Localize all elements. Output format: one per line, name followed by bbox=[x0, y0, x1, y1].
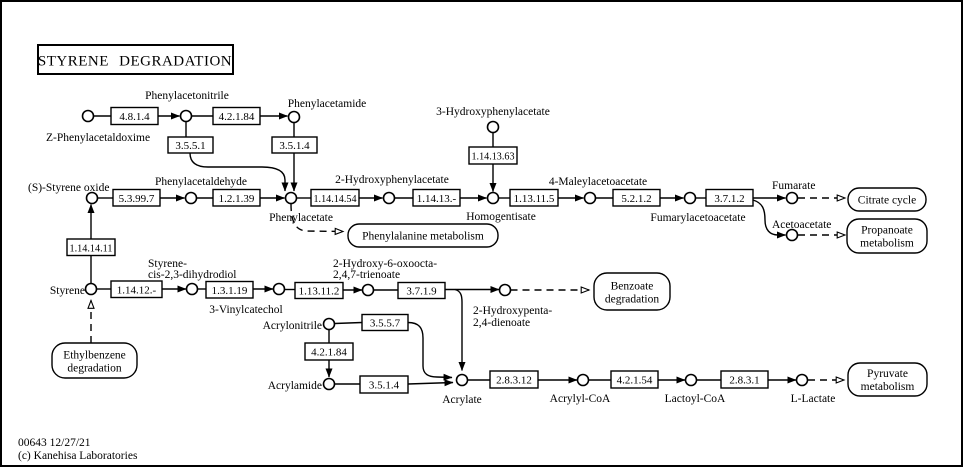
copyright-notice: (c) Kanehisa Laboratories bbox=[18, 450, 138, 462]
pathway-link-pyruvate-metabolism[interactable] bbox=[848, 363, 927, 396]
edge-acrylonitrile-3557 bbox=[335, 323, 363, 324]
enzyme-1.3.1.19[interactable] bbox=[206, 282, 253, 299]
enzyme-label: 3.5.5.7 bbox=[369, 317, 401, 330]
enzyme-label: 5.2.1.2 bbox=[621, 192, 652, 205]
label-acrylamide: Acrylamide bbox=[267, 380, 322, 392]
enzyme-label: 4.8.1.4 bbox=[119, 111, 150, 123]
node-z-phenylacetaldoxime[interactable] bbox=[83, 111, 94, 122]
edge-3719-acrylate bbox=[455, 290, 462, 371]
enzyme-5.3.99.7[interactable] bbox=[113, 190, 160, 207]
label-lactoyl-coa: Lactoyl-CoA bbox=[664, 393, 726, 405]
enzyme-label: 1.13.11.5 bbox=[513, 192, 555, 205]
enzyme-label: 1.3.1.19 bbox=[211, 284, 248, 297]
pathway-label: Citrate cycle bbox=[857, 194, 917, 207]
pathway-link-benzoate-degradation[interactable] bbox=[594, 273, 670, 310]
label-z-phenylacetaldoxime: Z-Phenylacetaldoxime bbox=[46, 132, 151, 144]
enzyme-label: 1.14.13.- bbox=[416, 192, 457, 205]
node-s-styrene-oxide[interactable] bbox=[87, 193, 98, 204]
pathway-label-line2: degradation bbox=[604, 293, 660, 306]
label-phenylacetamide: Phenylacetamide bbox=[287, 98, 367, 110]
node-acrylyl-coa[interactable] bbox=[578, 375, 589, 386]
enzyme-4.8.1.4[interactable] bbox=[111, 108, 158, 125]
node-3-vinylcatechol[interactable] bbox=[274, 284, 285, 295]
label-4-maleylacetoacetate: 4-Maleylacetoacetate bbox=[548, 176, 648, 188]
node-phenylacetamide[interactable] bbox=[289, 112, 300, 123]
map-title-label: STYRENE DEGRADATION bbox=[37, 53, 233, 70]
enzyme-label: 3.7.1.9 bbox=[406, 285, 437, 298]
node-3-hydroxyphenylacetate[interactable] bbox=[488, 122, 499, 133]
enzyme-1.14.13.-[interactable] bbox=[413, 190, 460, 207]
enzyme-label: 1.14.13.63 bbox=[471, 150, 515, 163]
label-fumarylacetoacetate: Fumarylacetoacetate bbox=[650, 212, 746, 224]
label-l-lactate: L-Lactate bbox=[790, 393, 836, 405]
pathway-label-line1: Pyruvate bbox=[867, 368, 908, 380]
label-phenylacetate: Phenylacetate bbox=[269, 212, 333, 224]
node-4-maleylacetoacetate[interactable] bbox=[585, 193, 596, 204]
enzyme-label: 2.8.3.1 bbox=[729, 374, 760, 387]
pathway-link-ethylbenzene-degradation[interactable] bbox=[52, 343, 137, 378]
enzyme-label: 1.14.14.11 bbox=[69, 242, 113, 255]
enzyme-5.2.1.2[interactable] bbox=[613, 190, 660, 207]
reaction-edges bbox=[91, 116, 845, 384]
label-acrylyl-coa: Acrylyl-CoA bbox=[549, 393, 611, 405]
label-3-hydroxyphenylacetate: 3-Hydroxyphenylacetate bbox=[436, 106, 550, 118]
node-styrene-cis-dihydrodiol[interactable] bbox=[187, 284, 198, 295]
enzyme-1.13.11.5[interactable] bbox=[510, 190, 558, 207]
pathway-link-phenylalanine-metabolism[interactable] bbox=[348, 224, 498, 247]
label-phenylacetaldehyde: Phenylacetaldehyde bbox=[155, 176, 247, 188]
label-acetoacetate: Acetoacetate bbox=[772, 219, 832, 231]
node-2-hydroxypenta-dienoate[interactable] bbox=[500, 285, 511, 296]
node-l-lactate[interactable] bbox=[797, 375, 808, 386]
node-2-hydroxy-6-oxoocta-trienoate[interactable] bbox=[363, 285, 374, 296]
pathway-label-line1: Benzoate bbox=[610, 280, 654, 293]
enzyme-label: 1.13.11.2 bbox=[298, 285, 340, 298]
enzyme-label: 3.5.1.4 bbox=[279, 140, 310, 152]
map-footer bbox=[18, 437, 138, 462]
label-2-hydroxyphenylacetate: 2-Hydroxyphenylacetate bbox=[335, 174, 449, 186]
node-fumarate[interactable] bbox=[787, 193, 798, 204]
node-styrene[interactable] bbox=[86, 284, 97, 295]
enzyme-1.14.14.54[interactable] bbox=[311, 190, 359, 207]
enzyme-1.13.11.2[interactable] bbox=[295, 283, 343, 299]
enzyme-label: 1.14.14.54 bbox=[313, 192, 357, 205]
enzyme-label: 2.8.3.12 bbox=[496, 374, 532, 387]
enzyme-4.2.1.84-bottom[interactable] bbox=[305, 343, 353, 360]
label-s-styrene-oxide: (S)-Styrene oxide bbox=[28, 182, 110, 194]
enzyme-3.7.1.2[interactable] bbox=[706, 190, 753, 207]
node-homogentisate[interactable] bbox=[488, 193, 499, 204]
label-styrene: Styrene bbox=[49, 285, 85, 297]
enzyme-label: 1.14.12.- bbox=[116, 284, 157, 297]
pathway-label-line2: metabolism bbox=[860, 237, 914, 250]
map-title bbox=[38, 45, 233, 74]
compound-labels bbox=[28, 90, 835, 406]
enzyme-label: 4.2.1.54 bbox=[616, 374, 653, 387]
enzyme-label: 3.5.1.4 bbox=[368, 379, 400, 392]
label-hydroxypenta-line1: 2-Hydroxypenta- bbox=[473, 305, 553, 317]
label-oxoocta-line2: 2,4,7-trienoate bbox=[333, 269, 401, 281]
node-lactoyl-coa[interactable] bbox=[686, 375, 697, 386]
enzyme-1.14.12.-[interactable] bbox=[111, 281, 162, 298]
label-oxoocta-line1: 2-Hydroxy-6-oxoocta- bbox=[333, 258, 438, 270]
enzyme-label: 3.7.1.2 bbox=[714, 192, 745, 205]
node-acrylonitrile[interactable] bbox=[324, 319, 335, 330]
label-acrylonitrile: Acrylonitrile bbox=[262, 320, 322, 332]
enzyme-3.7.1.9[interactable] bbox=[398, 283, 445, 299]
label-hydroxypenta-line2: 2,4-dienoate bbox=[473, 317, 531, 329]
node-2-hydroxyphenylacetate[interactable] bbox=[384, 193, 395, 204]
enzyme-3.5.5.7[interactable] bbox=[362, 315, 408, 331]
map-number-date: 00643 12/27/21 bbox=[18, 437, 91, 449]
pathway-label-line2: degradation bbox=[67, 362, 122, 375]
enzyme-label: 1.2.1.39 bbox=[218, 192, 255, 205]
label-styrene-dihydrodiol-line2: cis-2,3-dihydrodiol bbox=[148, 269, 237, 281]
label-homogentisate: Homogentisate bbox=[466, 211, 536, 223]
pathway-label: Phenylalanine metabolism bbox=[362, 230, 484, 243]
node-acrylate[interactable] bbox=[457, 375, 468, 386]
node-fumarylacetoacetate[interactable] bbox=[685, 193, 696, 204]
enzyme-3.5.1.4-top[interactable] bbox=[272, 137, 317, 153]
pathway-label-line2: metabolism bbox=[860, 381, 915, 393]
label-styrene-dihydrodiol-line1: Styrene- bbox=[148, 258, 187, 270]
node-phenylacetaldehyde[interactable] bbox=[186, 193, 197, 204]
pathway-label-line1: Ethylbenzene bbox=[63, 349, 126, 362]
node-acrylamide[interactable] bbox=[324, 379, 335, 390]
label-3-vinylcatechol: 3-Vinylcatechol bbox=[209, 304, 283, 316]
node-phenylacetate[interactable] bbox=[286, 193, 297, 204]
pathway-link-propanoate-metabolism[interactable] bbox=[847, 219, 927, 253]
enzyme-3.5.5.1[interactable] bbox=[168, 137, 213, 153]
label-fumarate: Fumarate bbox=[772, 180, 816, 192]
enzyme-label: 5.3.99.7 bbox=[118, 192, 155, 205]
pathway-link-citrate-cycle[interactable] bbox=[848, 188, 926, 211]
node-acetoacetate[interactable] bbox=[787, 230, 798, 241]
enzyme-1.14.13.63[interactable] bbox=[469, 147, 517, 164]
enzyme-1.2.1.39[interactable] bbox=[213, 190, 260, 207]
enzyme-3.5.1.4-bottom[interactable] bbox=[360, 376, 408, 393]
enzyme-2.8.3.12[interactable] bbox=[490, 371, 538, 388]
pathway-label-line1: Propanoate bbox=[861, 224, 913, 237]
node-phenylacetonitrile[interactable] bbox=[181, 111, 192, 122]
enzyme-label: 4.2.1.84 bbox=[311, 346, 347, 359]
edge-3557-acrylate bbox=[408, 323, 452, 378]
enzyme-label: 4.2.1.84 bbox=[218, 111, 255, 123]
label-phenylacetonitrile: Phenylacetonitrile bbox=[145, 90, 229, 102]
label-acrylate: Acrylate bbox=[442, 394, 482, 406]
enzyme-label: 3.5.5.1 bbox=[175, 140, 206, 152]
enzyme-4.2.1.54[interactable] bbox=[611, 371, 658, 388]
enzyme-boxes bbox=[67, 108, 768, 394]
enzyme-4.2.1.84-top[interactable] bbox=[213, 108, 260, 125]
edge-3514b-acrylate bbox=[408, 383, 453, 385]
enzyme-2.8.3.1[interactable] bbox=[721, 371, 768, 388]
enzyme-1.14.14.11[interactable] bbox=[67, 239, 115, 256]
